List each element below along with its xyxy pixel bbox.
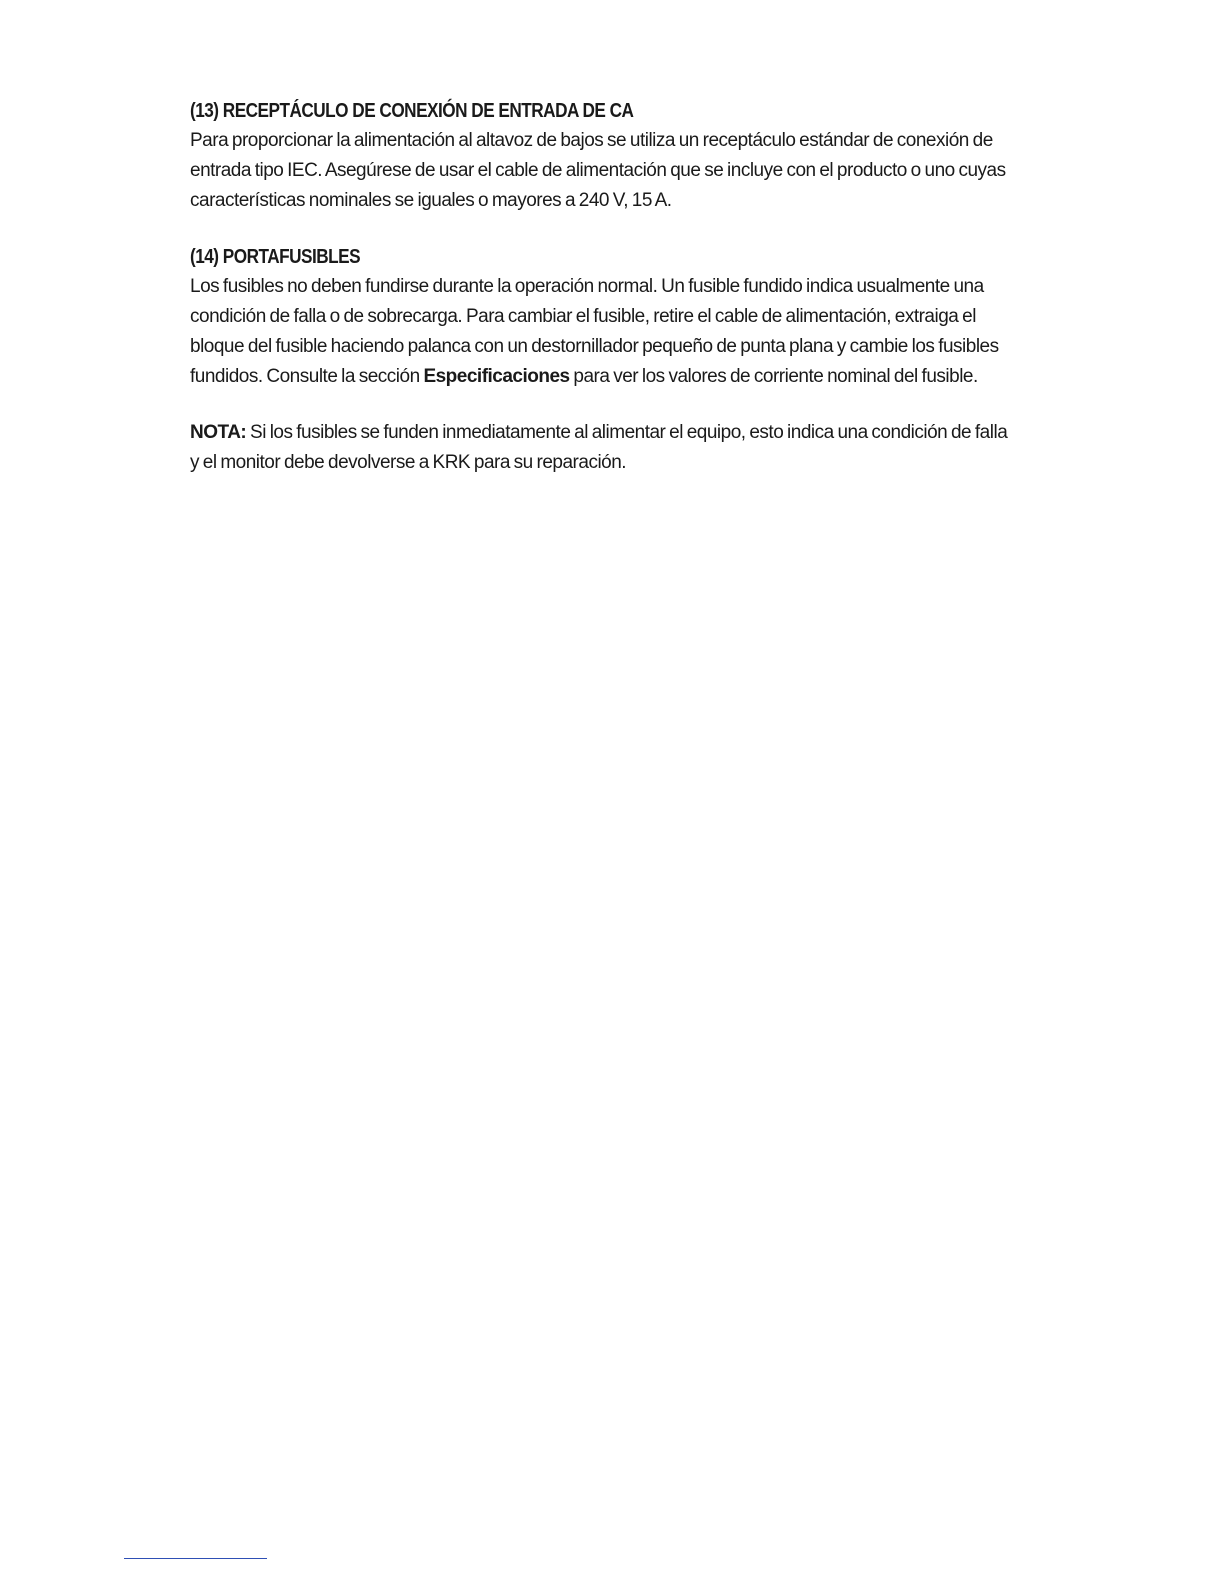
note-block [190,418,1020,478]
paragraph-line: condición de falla o de sobrecarga. Para cambiar el fusible, retire el cable de alimentación, extraiga el [190,306,976,327]
section-paragraph [190,126,1020,216]
paragraph-line: entrada tipo IEC. Asegúrese de usar el cable de alimentación que se incluye con el producto o uno cuyas [190,160,1006,181]
paragraph-line [190,362,1020,392]
line-text: fundidos. Consulte la sección [190,366,424,387]
paragraph-line: y el monitor debe devolverse a KRK para su reparación. [190,452,627,473]
paragraph-line: Para proporcionar la alimentación al altavoz de bajos se utiliza un receptáculo estándar de conexión de [190,130,993,151]
paragraph-line: Los fusibles no deben fundirse durante la operación normal. Un fusible fundido indica usualmente una [190,276,984,297]
note-paragraph [190,418,1020,478]
line-text: para ver los valores de corriente nominal del fusible. [569,366,978,387]
section-heading: (13) RECEPTÁCULO DE CONEXIÓN DE ENTRADA DE CA [190,100,634,122]
section-heading: (14) PORTAFUSIBLES [190,246,361,268]
section-fuse-holder [190,242,1020,392]
note-label: NOTA: [190,422,247,443]
paragraph-line: bloque del fusible haciendo palanca con un destornillador pequeño de punta plana y cambie los fusibles [190,336,999,357]
footnote-rule [124,1558,267,1559]
paragraph-line [190,418,1020,448]
paragraph-line: características nominales se iguales o mayores a 240 V, 15 A. [190,190,672,211]
section-paragraph [190,272,1020,392]
line-text: Si los fusibles se funden inmediatamente al alimentar el equipo, esto indica una condición de falla [246,422,1008,443]
specifications-reference: Especificaciones [423,366,570,387]
manual-page [190,96,1020,504]
section-ac-input [190,96,1020,216]
